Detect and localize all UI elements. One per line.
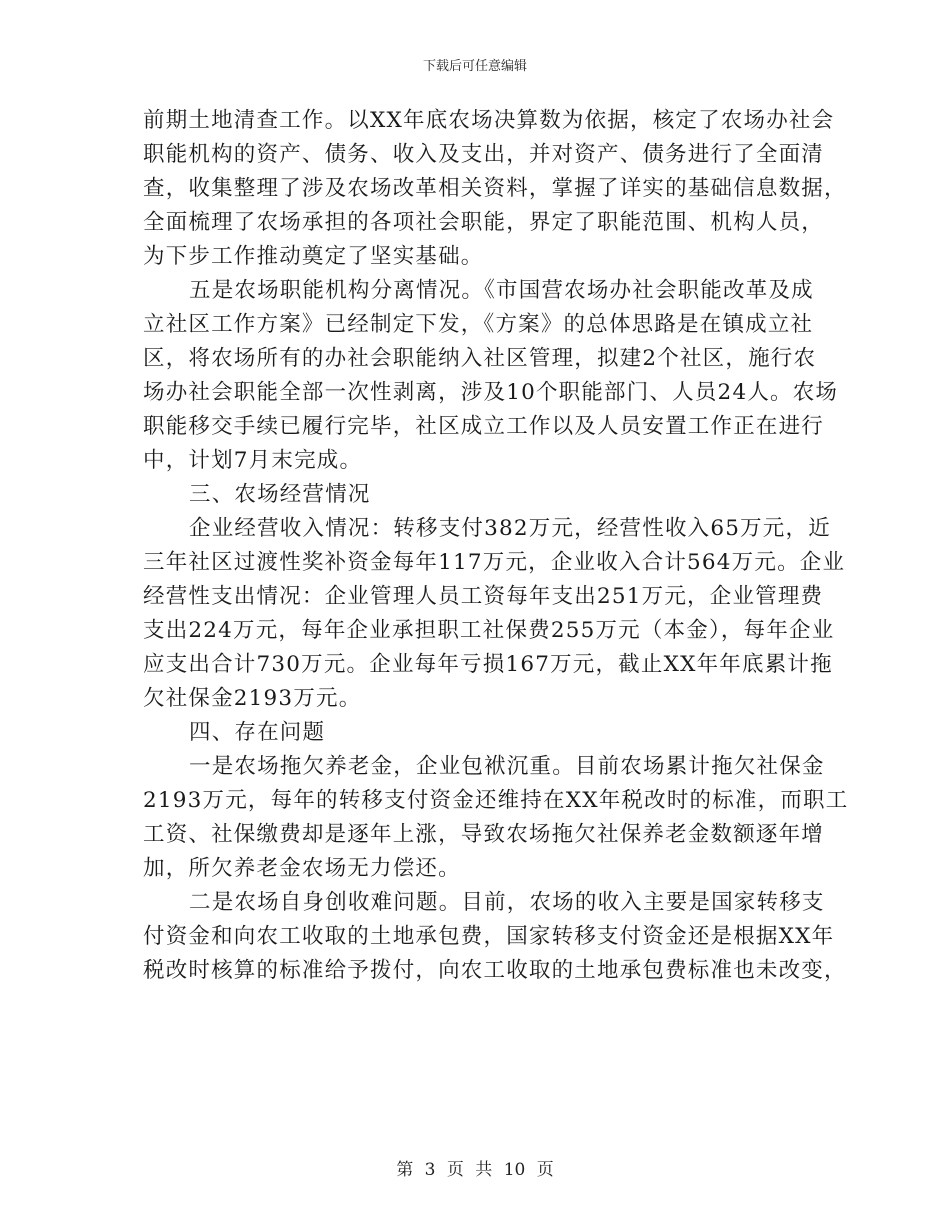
page-footer: 第 3 页 共 10 页	[396, 1160, 554, 1180]
paragraph-start-line: 一是农场拖欠养老金，企业包袱沉重。目前农场累计拖欠社保金	[189, 754, 825, 779]
paragraph-start-line: 企业经营收入情况：转移支付382万元，经营性收入65万元，近	[189, 516, 831, 541]
text-line: 应支出合计730万元。企业每年亏损167万元，截止XX年年底累计拖	[143, 652, 833, 677]
page-header: 下载后可任意编辑	[422, 59, 527, 74]
paragraph-start-line: 五是农场职能机构分离情况。《市国营农场办社会职能改革及成	[189, 278, 814, 303]
section-heading: 四、存在问题	[189, 720, 326, 745]
text-line: 工资、社保缴费却是逐年上涨，导致农场拖欠社保养老金数额逐年增	[143, 822, 825, 847]
text-line: 三年社区过渡性奖补资金每年117万元，企业收入合计564万元。企业	[143, 550, 846, 575]
text-line: 查，收集整理了涉及农场改革相关资料，掌握了详实的基础信息数据，	[143, 176, 847, 201]
text-line: 中，计划7月末完成。	[143, 448, 363, 473]
text-line: 欠社保金2193万元。	[143, 686, 362, 711]
text-line: 支出224万元，每年企业承担职工社保费255万元（本金），每年企业	[143, 618, 835, 643]
text-line: 全面梳理了农场承担的各项社会职能，界定了职能范围、机构人员，	[143, 210, 825, 235]
text-line: 经营性支出情况：企业管理人员工资每年支出251万元，企业管理费	[143, 584, 824, 609]
text-line: 场办社会职能全部一次性剥离，涉及10个职能部门、人员24人。农场	[143, 380, 839, 405]
text-line: 职能机构的资产、债务、收入及支出，并对资产、债务进行了全面清	[143, 142, 825, 167]
text-line: 为下步工作推动奠定了坚实基础。	[143, 244, 484, 269]
paragraph-start-line: 二是农场自身创收难问题。目前，农场的收入主要是国家转移支	[189, 890, 825, 915]
text-line: 税改时核算的标准给予拨付，向农工收取的土地承包费标准也未改变，	[143, 958, 847, 983]
text-line: 加，所欠养老金农场无力偿还。	[143, 856, 461, 881]
text-line: 立社区工作方案》已经制定下发，《方案》的总体思路是在镇成立社	[143, 312, 814, 337]
text-line: 职能移交手续已履行完毕，社区成立工作以及人员安置工作正在进行	[143, 414, 825, 439]
text-line: 2193万元，每年的转移支付资金还维持在XX年税改时的标准，而职工	[143, 788, 849, 813]
text-line: 区，将农场所有的办社会职能纳入社区管理，拟建2个社区，施行农	[143, 346, 817, 371]
text-line: 前期土地清查工作。以XX年底农场决算数为依据，核定了农场办社会	[143, 108, 835, 133]
document-body	[143, 104, 849, 988]
text-line: 付资金和向农工收取的土地承包费，国家转移支付资金还是根据XX年	[143, 924, 835, 949]
section-heading: 三、农场经营情况	[189, 482, 371, 507]
